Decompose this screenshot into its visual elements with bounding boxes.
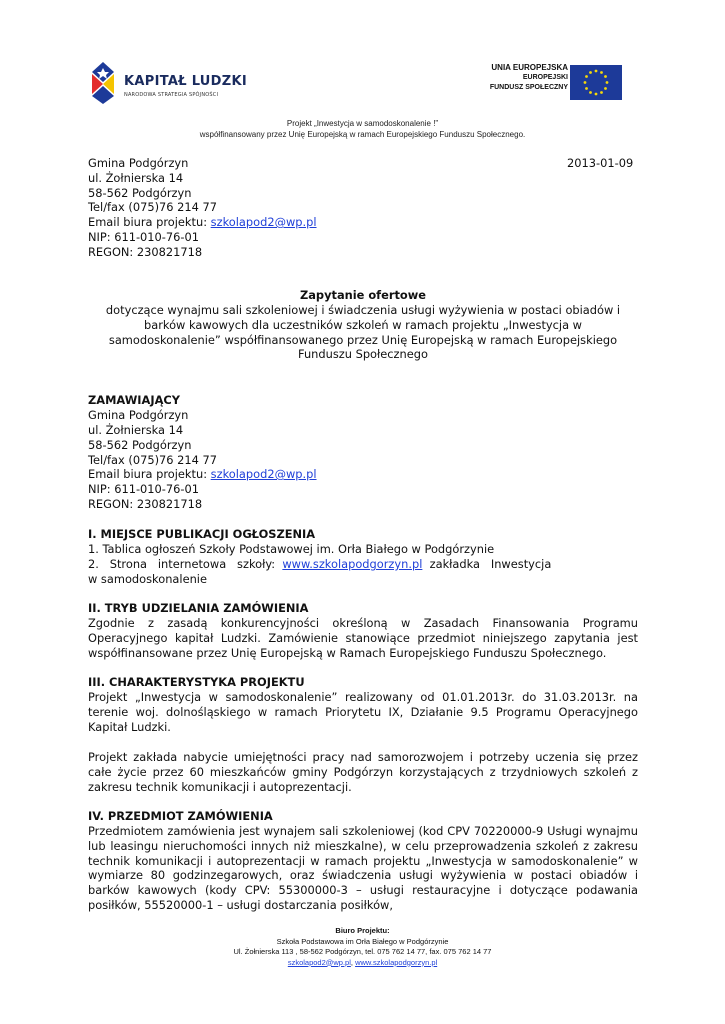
zamawiajacy-heading: ZAMAWIAJĄCY bbox=[88, 393, 180, 407]
zamawiajacy-street: ul. Żołnierska 14 bbox=[88, 423, 184, 437]
zamawiajacy-city: 58-562 Podgórzyn bbox=[88, 438, 192, 452]
sender-nip: NIP: 611-010-76-01 bbox=[88, 230, 200, 244]
zamawiajacy-email-line bbox=[88, 467, 317, 482]
zamawiajacy-email-link[interactable]: szkolapod2@wp.pl bbox=[210, 467, 317, 481]
section1-item2-cont: w samodoskonalenie bbox=[88, 572, 207, 586]
sender-regon: REGON: 230821718 bbox=[88, 245, 203, 259]
eu-logo-text bbox=[490, 63, 568, 93]
sender-email-link[interactable]: szkolapod2@wp.pl bbox=[210, 215, 317, 229]
subtitle-line4: Funduszu Społecznego bbox=[298, 347, 428, 362]
section2-heading: II. TRYB UDZIELANIA ZAMÓWIENIA bbox=[88, 601, 309, 615]
eu-flag-icon bbox=[570, 65, 622, 100]
zamawiajacy-email-label: Email biura projektu: bbox=[88, 467, 211, 481]
project-note bbox=[0, 118, 725, 140]
footer-line2: Ul. Żołnierska 113 , 58-562 Podgórzyn, tel. 075 762 14 77, fax. 075 762 14 77 bbox=[233, 947, 492, 956]
section1-item2-text: 2. Strona internetowa szkoły: bbox=[88, 557, 283, 571]
footer-title: Biuro Projektu: bbox=[335, 926, 390, 935]
sender-email-line bbox=[88, 215, 317, 230]
section1-item1: 1. Tablica ogłoszeń Szkoły Podstawowej im. Orła Białego w Podgórzynie bbox=[88, 542, 495, 556]
footer-website-link[interactable]: www.szkolapodgorzyn.pl bbox=[355, 957, 438, 967]
section1-heading: I. MIEJSCE PUBLIKACJI OGŁOSZENIA bbox=[88, 527, 316, 541]
footer-separator: , bbox=[350, 957, 356, 967]
section4-heading: IV. PRZEDMIOT ZAMÓWIENIA bbox=[88, 809, 273, 823]
zamawiajacy-nip: NIP: 611-010-76-01 bbox=[88, 482, 200, 496]
letter-date: 2013-01-09 bbox=[567, 156, 634, 170]
sender-city: 58-562 Podgórzyn bbox=[88, 186, 192, 200]
section3-paragraph1: Projekt „Inwestycja w samodoskonalenie” realizowany od 01.01.2013r. do 31.03.2013r. na terenie woj. dolnośląskiego w ramach Priorytetu IX, Działanie 9.5 Programu Operacyjnego Kapitał Ludzki. bbox=[88, 690, 638, 734]
project-note-line1: Projekt „Inwestycja w samodoskonalenie !” bbox=[286, 119, 439, 128]
kapital-ludzki-title: KAPITAŁ LUDZKI bbox=[124, 74, 247, 89]
zamawiajacy-regon: REGON: 230821718 bbox=[88, 497, 203, 511]
eu-logo-line2: EUROPEJSKI bbox=[522, 74, 568, 81]
eu-logo-line1: UNIA EUROPEJSKA bbox=[491, 63, 568, 72]
sender-name: Gmina Podgórzyn bbox=[88, 156, 189, 170]
footer bbox=[0, 926, 725, 968]
subtitle-line2: barków kawowych dla uczestników szkoleń w ramach projektu „Inwestycja w bbox=[143, 317, 582, 332]
eu-logo bbox=[470, 60, 630, 108]
section3-heading: III. CHARAKTERYSTYKA PROJEKTU bbox=[88, 675, 305, 689]
kapital-ludzki-emblem-icon bbox=[88, 60, 118, 104]
kapital-ludzki-subtitle: NARODOWA STRATEGIA SPÓJNOŚCI bbox=[124, 92, 219, 98]
sender-street: ul. Żołnierska 14 bbox=[88, 171, 184, 185]
section3-paragraph2: Projekt zakłada nabycie umiejętności pracy nad samorozwojem i potrzeby uczenia się przez całe życie przez 60 mieszkańców gminy Podgórzyn korzystających z trzydniowych szkoleń z zakresu technik komunikacji i autoprezentacji. bbox=[88, 750, 638, 794]
footer-email-link[interactable]: szkolapod2@wp.pl bbox=[287, 957, 351, 967]
footer-line1: Szkoła Podstawowa im Orła Białego w Podgórzynie bbox=[276, 936, 449, 946]
section1-item2-tab: zakładka Inwestycja bbox=[422, 557, 552, 571]
project-note-line2: współfinansowany przez Unię Europejską w ramach Europejskiego Funduszu Społecznego. bbox=[199, 130, 526, 139]
section4-text: Przedmiotem zamówienia jest wynajem sali szkoleniowej (kod CPV 70220000-9 Usługi wynajmu lub leasingu nieruchomości innych niż mieszkalne), w celu przeprowadzenia szkoleń z zakresu technik komunikacji i autoprezentacji w ramach projektu „Inwestycja w samodoskonalenie” w wymiarze 80 godzinzegarowych, oraz świadczenia usługi wyżywienia w postaci obiadów i barków kawowych (kody CPV: 55300000-3 – usługi restauracyjne i dotyczące podawania posiłków, 55520000-1 – usługi dostarczania posiłków, bbox=[88, 824, 638, 912]
subtitle-line1: dotyczące wynajmu sali szkoleniowej i świadczenia usługi wyżywienia w postaci obiadów i bbox=[105, 303, 621, 317]
eu-logo-line3: FUNDUSZ SPOŁECZNY bbox=[489, 84, 568, 91]
school-website-link[interactable]: www.szkolapodgorzyn.pl bbox=[282, 557, 423, 571]
sender-phone: Tel/fax (075)76 214 77 bbox=[88, 200, 217, 214]
sender-email-label: Email biura projektu: bbox=[88, 215, 211, 229]
zamawiajacy-phone: Tel/fax (075)76 214 77 bbox=[88, 453, 217, 467]
section2-text: Zgodnie z zasadą konkurencyjności określoną w Zasadach Finansowania Programu Operacyjnego kapitał Ludzki. Zamówienie stanowiące przedmiot niniejszego zapytania jest współfinansowane przez Unię Europejską w Ramach Europejskiego Funduszu Społecznego. bbox=[88, 616, 638, 660]
footer-links bbox=[0, 958, 725, 969]
document-subtitle bbox=[88, 303, 638, 362]
document-title: Zapytanie ofertowe bbox=[299, 288, 426, 302]
subtitle-line3: samodoskonalenie” współfinansowanego przez Unię Europejską w ramach Europejskiego bbox=[108, 332, 618, 347]
section1-item2 bbox=[88, 557, 638, 572]
zamawiajacy-name: Gmina Podgórzyn bbox=[88, 408, 189, 422]
kapital-ludzki-logo bbox=[88, 60, 247, 108]
